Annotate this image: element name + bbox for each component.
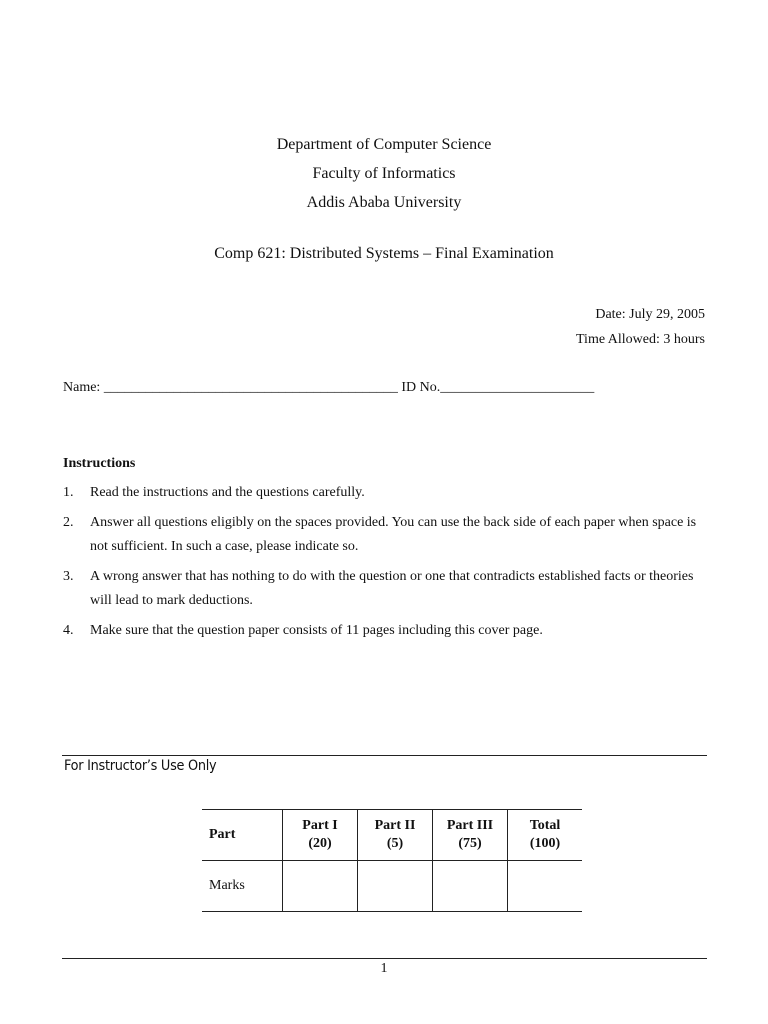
part-column-header [358,810,433,861]
instruction-item [63,481,703,505]
instruction-number: 1. [63,485,74,500]
part-column-header [433,810,508,861]
marks-table [202,809,582,912]
column-points: (100) [529,836,561,851]
column-points: (20) [308,836,332,851]
marks-cell[interactable] [283,861,358,912]
column-points: (5) [386,836,404,851]
total-column-header [508,810,583,861]
instruction-item [63,511,703,559]
instruction-text: A wrong answer that has nothing to do with the question or one that contradicts established facts or theories will lead to mark deductions. [90,569,694,608]
exam-date: Date: July 29, 2005 [595,307,705,322]
time-allowed: Time Allowed: 3 hours [576,332,705,347]
instructions-list [63,481,703,649]
section-divider [62,755,707,756]
instruction-text: Answer all questions eligibly on the spaces provided. You can use the back side of each paper when space is not sufficient. In such a case, please indicate so. [90,515,697,554]
university-name: Addis Ababa University [306,194,462,211]
course-title: Comp 621: Distributed Systems – Final Examination [214,245,554,262]
marks-cell[interactable] [433,861,508,912]
faculty-name: Faculty of Informatics [312,165,456,182]
column-name: Total [529,818,561,833]
column-name: Part I [302,818,338,833]
instructor-use-label: For Instructor’s Use Only [64,758,217,774]
name-label: Name: [63,380,101,395]
marks-cell[interactable] [358,861,433,912]
footer-divider [62,958,707,959]
student-info-line [63,380,594,396]
part-column-header [283,810,358,861]
instruction-item [63,565,703,613]
instruction-number: 4. [63,623,74,638]
part-header-cell: Part [202,810,283,861]
instruction-text: Make sure that the question paper consists of 11 pages including this cover page. [90,623,543,638]
id-blank[interactable]: ______________________ [440,380,595,395]
instruction-number: 2. [63,515,74,530]
name-blank[interactable]: __________________________________________ [103,380,398,395]
marks-header-row [202,810,582,861]
header-block [0,130,768,217]
marks-cell[interactable] [508,861,583,912]
column-name: Part III [446,818,494,833]
instructions-title: Instructions [63,456,136,471]
department-name: Department of Computer Science [276,136,492,153]
instruction-item [63,619,703,643]
instruction-number: 3. [63,569,74,584]
instruction-text: Read the instructions and the questions carefully. [90,485,365,500]
column-name: Part II [374,818,416,833]
page-number: 1 [380,961,388,976]
id-label: ID No. [401,380,441,395]
marks-row [202,861,582,912]
exam-meta [576,302,705,352]
column-points: (75) [458,836,482,851]
marks-row-label: Marks [202,861,283,912]
